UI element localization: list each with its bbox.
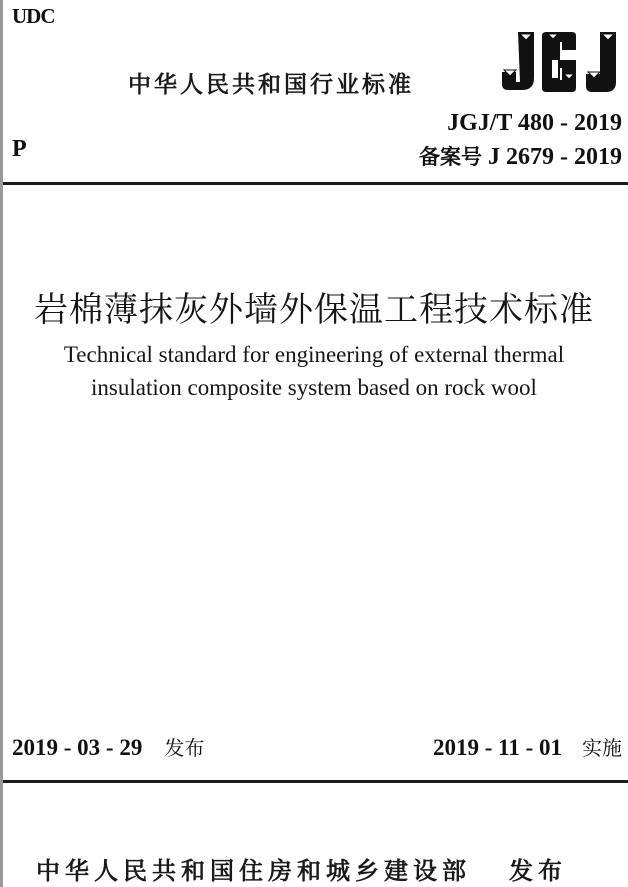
english-title-line-1: Technical standard for engineering of external thermal	[63, 342, 565, 367]
header-divider	[3, 182, 628, 185]
effective-label: 实施	[582, 736, 622, 760]
record-number-value: J 2679 - 2019	[488, 144, 622, 170]
effective-date: 2019 - 11 - 01	[432, 735, 562, 760]
udc-label: UDC	[12, 4, 55, 28]
standard-code: JGJ/T 480 - 2019	[447, 110, 622, 136]
document-title-chinese: 岩棉薄抹灰外墙外保温工程技术标准	[34, 290, 594, 330]
publisher-line	[36, 851, 567, 886]
document-title-english	[0, 338, 628, 404]
english-title-line-2: insulation composite system based on rock wool	[91, 375, 537, 400]
issue-date: 2019 - 03 - 29	[12, 735, 143, 760]
classification-label: P	[12, 136, 27, 162]
record-number	[419, 141, 622, 171]
publish-label: 发布	[509, 857, 567, 885]
publisher-name: 中华人民共和国住房和城乡建设部	[36, 857, 471, 885]
issue-date-block	[12, 732, 204, 761]
effective-date-block	[433, 732, 622, 761]
record-prefix: 备案号	[419, 145, 482, 169]
jgj-logo-icon	[500, 30, 622, 94]
footer-divider	[3, 780, 628, 783]
page-left-border	[0, 0, 3, 887]
industry-standard-heading: 中华人民共和国行业标准	[128, 72, 414, 98]
issue-label: 发布	[164, 736, 205, 760]
